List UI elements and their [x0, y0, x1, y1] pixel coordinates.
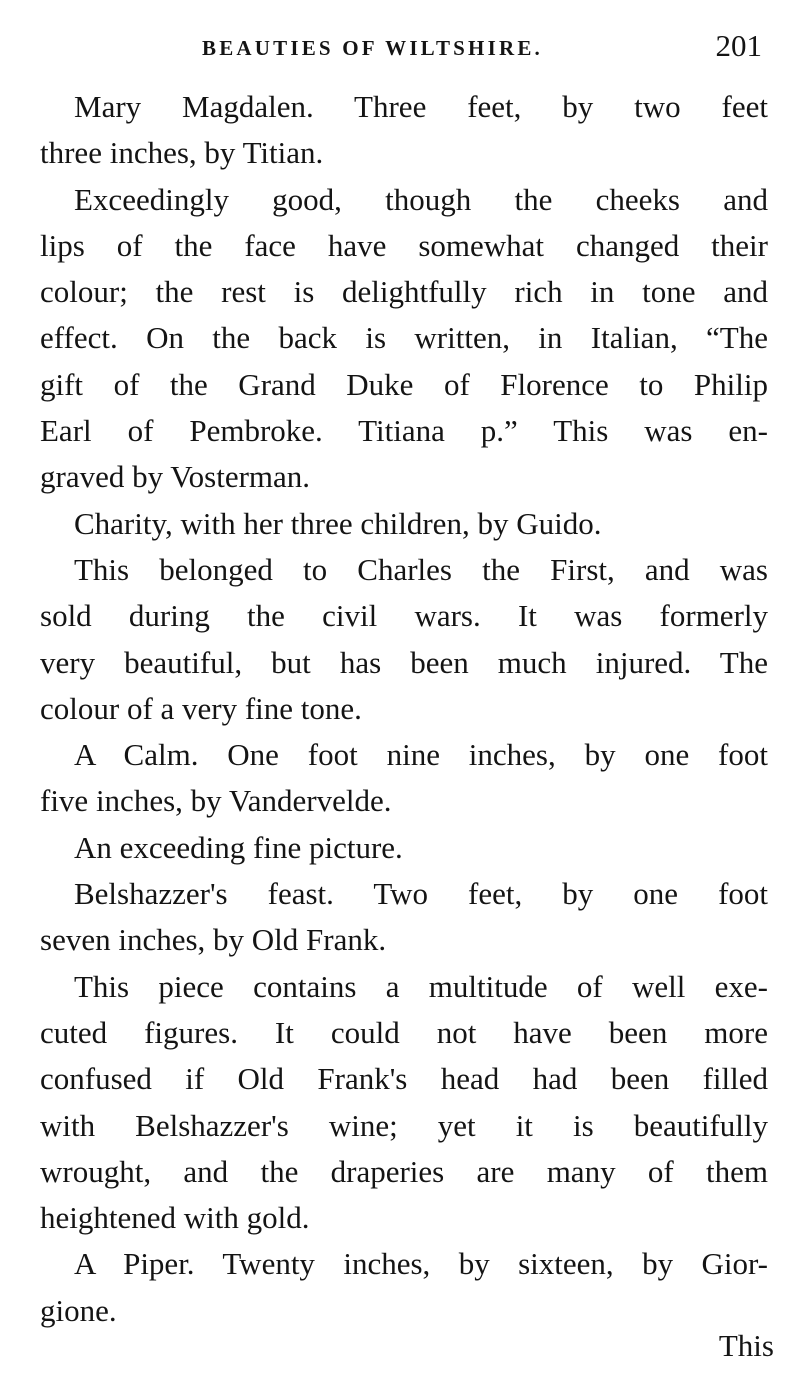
text-line: This piece contains a multitude of well exe-: [74, 968, 768, 1004]
text-line: colour of a very fine tone.: [40, 690, 362, 726]
text-line: graved by Vosterman.: [40, 459, 311, 495]
text-line: Mary Magdalen. Three feet, by two feet: [74, 89, 768, 124]
text-line: colour; the rest is delightfully rich in tone and: [40, 274, 768, 310]
text-line: This belonged to Charles the First, and was: [74, 551, 768, 587]
text-line: Earl of Pembroke. Titiana p.” This was en-: [40, 413, 768, 449]
body-text: [40, 84, 768, 1334]
text-line: with Belshazzer's wine; yet it is beautifully: [40, 1107, 768, 1143]
page-number: 201: [715, 28, 762, 63]
running-head: [40, 28, 770, 68]
text-line: cuted figures. It could not have been more: [40, 1014, 768, 1050]
text-line: wrought, and the draperies are many of them: [40, 1153, 768, 1189]
text-line: five inches, by Vandervelde.: [40, 783, 392, 819]
text-line: gift of the Grand Duke of Florence to Philip: [40, 366, 768, 402]
text-line: heightened with gold.: [40, 1200, 310, 1236]
catchword: This: [718, 1328, 774, 1363]
text-line: three inches, by Titian.: [40, 135, 324, 171]
text-line: seven inches, by Old Frank.: [40, 922, 387, 958]
text-line: gione.: [40, 1292, 117, 1328]
text-line: Exceedingly good, though the cheeks and: [74, 181, 768, 217]
text-line: Charity, with her three children, by Guido.: [74, 505, 602, 541]
text-line: An exceeding fine picture.: [74, 829, 403, 865]
text-line: A Piper. Twenty inches, by sixteen, by Gior-: [74, 1246, 768, 1282]
text-line: very beautiful, but has been much injured. The: [40, 644, 768, 680]
text-line: effect. On the back is written, in Italian, “The: [40, 320, 768, 356]
text-line: A Calm. One foot nine inches, by one foot: [74, 737, 768, 773]
text-line: sold during the civil wars. It was formerly: [40, 598, 768, 634]
text-line: Belshazzer's feast. Two feet, by one foot: [74, 876, 768, 912]
text-line: lips of the face have somewhat changed their: [40, 227, 768, 263]
text-line: confused if Old Frank's head had been filled: [40, 1061, 768, 1097]
running-title: BEAUTIES OF WILTSHIRE.: [202, 36, 543, 60]
